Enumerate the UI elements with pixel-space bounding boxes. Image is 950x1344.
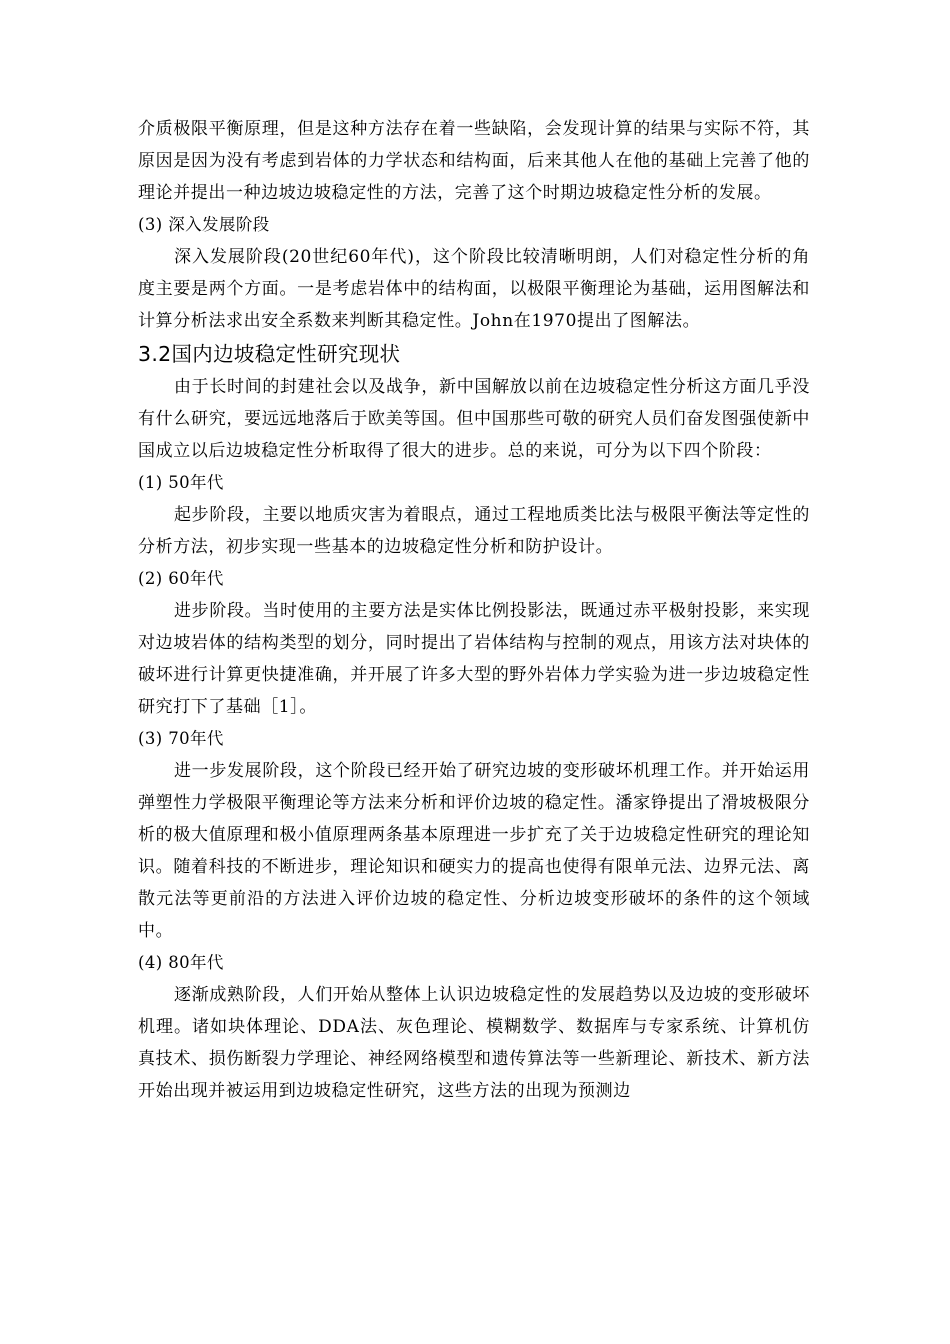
list-item-1980s: (4) 80年代 <box>138 953 224 972</box>
paragraph-1960s: 进步阶段。当时使用的主要方法是实体比例投影法，既通过赤平极射投影，来实现对边坡岩体的结构类型的划分，同时提出了岩体结构与控制的观点，用该方法对块体的破坏进行计算更快捷准确，并开展了许多大型的野外岩体力学实验为进一步边坡稳定性研究打下了基础［1］。 <box>138 601 810 717</box>
paragraph-deep-development: 深入发展阶段(20世纪60年代)，这个阶段比较清晰明朗，人们对稳定性分析的角度主要是两个方面。一是考虑岩体中的结构面，以极限平衡理论为基础，运用图解法和计算分析法求出安全系数来判断其稳定性。John在1970提出了图解法。 <box>138 247 810 331</box>
paragraph-1970s: 进一步发展阶段，这个阶段已经开始了研究边坡的变形破坏机理工作。并开始运用弹塑性力学极限平衡理论等方法来分析和评价边坡的稳定性。潘家铮提出了滑坡极限分析的极大值原理和极小值原理两条基本原理进一步扩充了关于边坡稳定性研究的理论知识。随着科技的不断进步，理论知识和硬实力的提高也使得有限单元法、边界元法、离散元法等更前沿的方法进入评价边坡的稳定性、分析边坡变形破坏的条件的这个领域中。 <box>138 761 810 941</box>
list-item-deep-development: (3) 深入发展阶段 <box>138 215 270 234</box>
paragraph-limit-equilibrium: 介质极限平衡原理，但是这种方法存在着一些缺陷，会发现计算的结果与实际不符，其原因是因为没有考虑到岩体的力学状态和结构面，后来其他人在他的基础上完善了他的理论并提出一种边坡边坡稳定性的方法，完善了这个时期边坡稳定性分析的发展。 <box>138 119 810 203</box>
section-heading: 3.2国内边坡稳定性研究现状 <box>138 342 401 366</box>
paragraph-1950s: 起步阶段，主要以地质灾害为着眼点，通过工程地质类比法与极限平衡法等定性的分析方法，初步实现一些基本的边坡稳定性分析和防护设计。 <box>138 505 810 557</box>
list-item-1960s: (2) 60年代 <box>138 569 224 588</box>
document-body <box>138 113 810 1107</box>
list-item-1950s: (1) 50年代 <box>138 473 224 492</box>
paragraph-domestic-intro: 由于长时间的封建社会以及战争，新中国解放以前在边坡稳定性分析这方面几乎没有什么研究，要远远地落后于欧美等国。但中国那些可敬的研究人员们奋发图强使新中国成立以后边坡稳定性分析取得了很大的进步。总的来说，可分为以下四个阶段： <box>138 377 810 461</box>
paragraph-1980s: 逐渐成熟阶段，人们开始从整体上认识边坡稳定性的发展趋势以及边坡的变形破坏机理。诸如块体理论、DDA法、灰色理论、模糊数学、数据库与专家系统、计算机仿真技术、损伤断裂力学理论、神经网络模型和遗传算法等一些新理论、新技术、新方法开始出现并被运用到边坡稳定性研究，这些方法的出现为预测边 <box>138 985 810 1101</box>
list-item-1970s: (3) 70年代 <box>138 729 224 748</box>
